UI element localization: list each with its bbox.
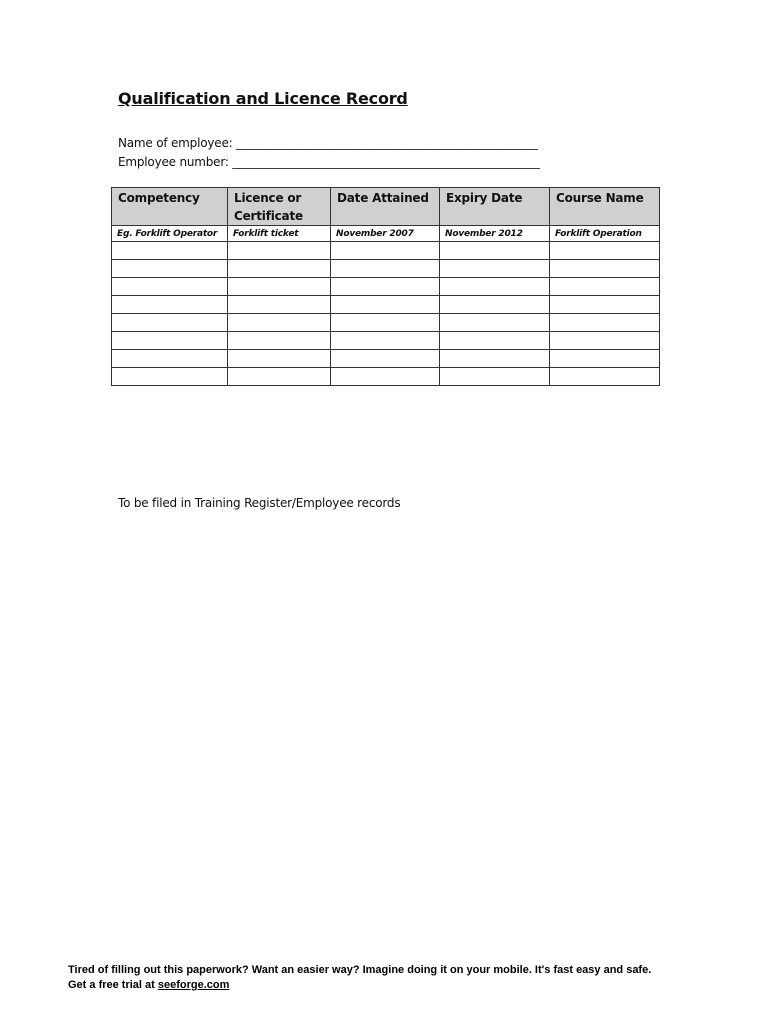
table-cell[interactable] [550, 278, 660, 296]
table-cell[interactable] [228, 314, 331, 332]
table-cell[interactable] [112, 260, 228, 278]
table-cell[interactable] [331, 296, 440, 314]
table-cell[interactable] [112, 296, 228, 314]
filing-note: To be filed in Training Register/Employee records [118, 496, 401, 510]
table-row [112, 242, 660, 260]
table-cell[interactable] [550, 296, 660, 314]
table-cell[interactable] [550, 242, 660, 260]
example-course-name: Forklift Operation [550, 226, 660, 242]
table-cell[interactable] [228, 296, 331, 314]
table-cell[interactable] [112, 278, 228, 296]
employee-name-blank[interactable]: ____________________________________________________ [236, 136, 538, 150]
table-cell[interactable] [112, 368, 228, 386]
table-cell[interactable] [550, 332, 660, 350]
table-cell[interactable] [228, 350, 331, 368]
table-cell[interactable] [331, 314, 440, 332]
example-licence: Forklift ticket [228, 226, 331, 242]
employee-name-label: Name of employee: [118, 136, 237, 150]
header-date-attained: Date Attained [331, 188, 440, 226]
table-cell[interactable] [228, 260, 331, 278]
table-cell[interactable] [112, 314, 228, 332]
table-cell[interactable] [331, 368, 440, 386]
example-date-attained: November 2007 [331, 226, 440, 242]
table-cell[interactable] [112, 350, 228, 368]
header-competency: Competency [112, 188, 228, 226]
table-cell[interactable] [112, 242, 228, 260]
table-cell[interactable] [550, 314, 660, 332]
table-row [112, 314, 660, 332]
table-cell[interactable] [440, 332, 550, 350]
example-row [112, 226, 660, 242]
employee-number-field[interactable] [118, 155, 540, 169]
employee-number-label: Employee number: [118, 155, 233, 169]
seeforge-link[interactable]: seeforge.com [157, 979, 230, 991]
table-row [112, 332, 660, 350]
example-competency: Eg. Forklift Operator [112, 226, 228, 242]
table-row [112, 278, 660, 296]
table-cell[interactable] [440, 260, 550, 278]
table-cell[interactable] [440, 278, 550, 296]
table-cell[interactable] [440, 368, 550, 386]
table-row [112, 260, 660, 278]
table-cell[interactable] [228, 332, 331, 350]
promo-line-1: Tired of filling out this paperwork? Want an easier way? Imagine doing it on your mobile. It's fast easy and safe. [68, 964, 652, 976]
table-cell[interactable] [331, 278, 440, 296]
table-cell[interactable] [112, 332, 228, 350]
example-expiry-date: November 2012 [440, 226, 550, 242]
promo-line-2 [68, 978, 651, 993]
qualification-table [111, 187, 660, 386]
table-cell[interactable] [228, 368, 331, 386]
header-course-name: Course Name [550, 188, 660, 226]
table-row [112, 368, 660, 386]
promo-prefix: Get a free trial at [68, 979, 158, 991]
table-cell[interactable] [550, 350, 660, 368]
table-cell[interactable] [440, 350, 550, 368]
promo-banner [68, 963, 651, 993]
table-cell[interactable] [440, 314, 550, 332]
table-cell[interactable] [331, 242, 440, 260]
document-title: Qualification and Licence Record [118, 89, 408, 108]
table-cell[interactable] [228, 242, 331, 260]
table-cell[interactable] [228, 278, 331, 296]
table-header-row [112, 188, 660, 226]
table-cell[interactable] [550, 368, 660, 386]
table-row [112, 350, 660, 368]
table-cell[interactable] [331, 350, 440, 368]
header-expiry-date: Expiry Date [440, 188, 550, 226]
table-cell[interactable] [440, 296, 550, 314]
employee-name-field[interactable] [118, 136, 538, 150]
table-row [112, 296, 660, 314]
table-cell[interactable] [331, 332, 440, 350]
header-licence-or-certificate: Licence or Certificate [228, 188, 331, 226]
table-cell[interactable] [440, 242, 550, 260]
table-cell[interactable] [550, 260, 660, 278]
employee-number-blank[interactable]: _____________________________________________________ [232, 155, 540, 169]
table-cell[interactable] [331, 260, 440, 278]
